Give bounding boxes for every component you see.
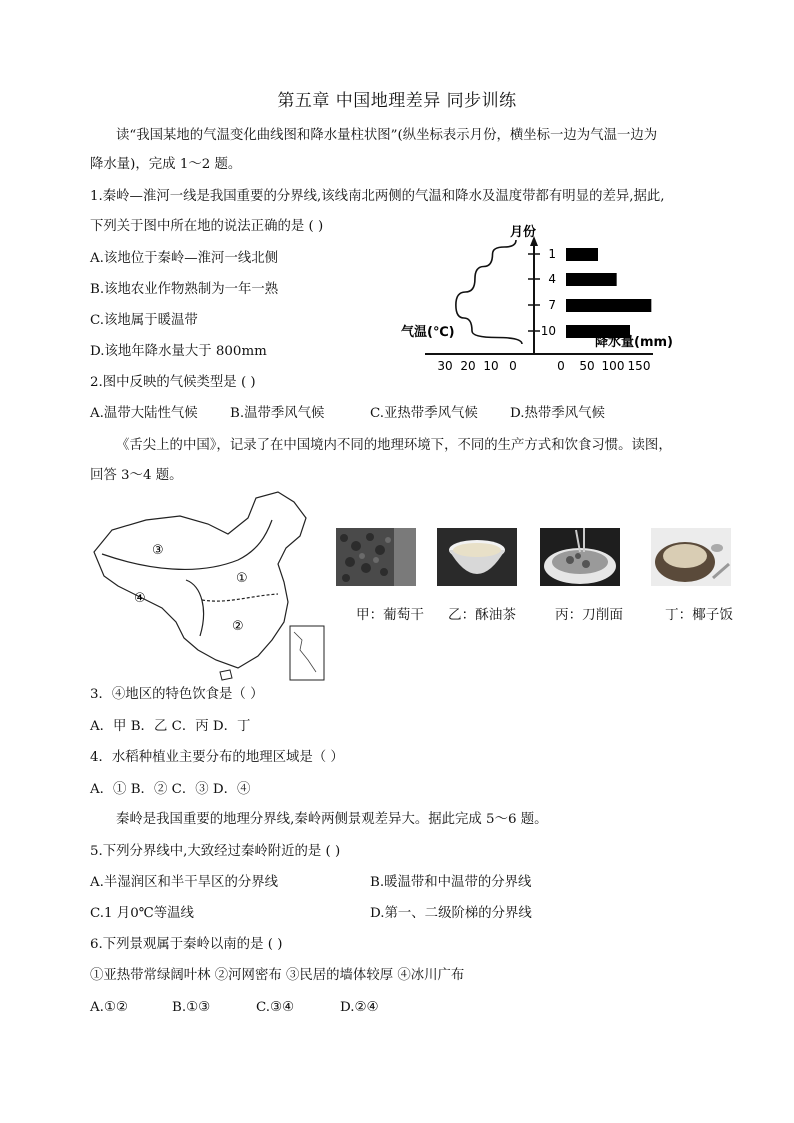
q1-stem-line-1: 1.秦岭—淮河一线是我国重要的分界线,该线南北两侧的气温和降水及温度带都有明显的差异,据此, xyxy=(90,189,665,204)
china-region-map xyxy=(88,490,328,685)
q4-options: A．① B．② C．③ D．④ xyxy=(90,782,251,797)
intro-line-2: 降水量)，完成 1～2 题。 xyxy=(90,157,242,172)
q1-option-b: B.该地农业作物熟制为一年一熟 xyxy=(90,282,279,297)
chart-right-xlabel: 降水量(mm) xyxy=(595,335,673,350)
q2-option-c: C.亚热带季风气候 xyxy=(370,406,478,421)
q1-stem-line-2: 下列关于图中所在地的说法正确的是 ( ) xyxy=(90,219,324,234)
q1-option-a: A.该地位于秦岭—淮河一线北侧 xyxy=(90,251,279,266)
chart-left-xlabel: 气温(℃) xyxy=(401,325,455,340)
page-title: 第五章 中国地理差异 同步训练 xyxy=(277,91,517,111)
photo-sliced-noodles xyxy=(540,528,620,586)
q4-stem: 4．水稻种植业主要分布的地理区域是（ ） xyxy=(90,750,344,765)
month-tick-label: 4 xyxy=(548,272,556,286)
photo-raisins xyxy=(336,528,416,586)
region-boundary-north xyxy=(102,520,272,569)
temperature-curve xyxy=(456,240,522,344)
photo-butter-tea xyxy=(437,528,517,586)
q6-stem: 6.下列景观属于秦岭以南的是 ( ) xyxy=(90,937,283,952)
passage2-line-2: 回答 3～4 题。 xyxy=(90,468,183,483)
precip-tick-label: 0 xyxy=(557,359,565,373)
region-boundary-west xyxy=(186,580,204,636)
q5-option-a: A.半湿润区和半干旱区的分界线 xyxy=(90,875,279,890)
q6-option-c: C.③④ xyxy=(256,1000,295,1015)
map-label-3: ③ xyxy=(152,543,164,558)
q6-option-d: D.②④ xyxy=(340,1000,379,1015)
passage3: 秦岭是我国重要的地理分界线,秦岭两侧景观差异大。据此完成 5～6 题。 xyxy=(116,812,548,827)
temperature-tick-label: 10 xyxy=(483,359,499,373)
q5-option-c: C.1 月0℃等温线 xyxy=(90,906,194,921)
map-label-1: ① xyxy=(236,571,248,586)
month-tick-label: 10 xyxy=(540,324,556,338)
month-tick-label: 1 xyxy=(548,247,556,261)
temperature-tick-label: 0 xyxy=(509,359,517,373)
passage2-line-1: 《舌尖上的中国》，记录了在中国境内不同的地理环境下，不同的生产方式和饮食习惯。读图， xyxy=(116,438,672,453)
food-caption-yi: 乙：酥油茶 xyxy=(448,607,516,623)
temperature-tick-label: 20 xyxy=(460,359,476,373)
q5-stem: 5.下列分界线中,大致经过秦岭附近的是 ( ) xyxy=(90,844,341,859)
precip-bar xyxy=(566,273,617,286)
q5-option-d: D.第一、二级阶梯的分界线 xyxy=(370,906,532,921)
q6-option-b: B.①③ xyxy=(172,1000,211,1015)
qinling-huaihe-line xyxy=(202,594,278,601)
intro-line-1: 读“我国某地的气温变化曲线图和降水量柱状图”(纵坐标表示月份，横坐标一边为气温一边为 xyxy=(116,128,658,143)
hainan-island xyxy=(220,670,232,680)
inset-coastline xyxy=(294,632,316,672)
q2-option-b: B.温带季风气候 xyxy=(230,406,325,421)
precip-tick-label: 100 xyxy=(601,359,625,373)
climate-chart xyxy=(395,218,695,378)
q2-stem: 2.图中反映的气候类型是 ( ) xyxy=(90,375,256,390)
chart-ylabel: 月份 xyxy=(509,225,537,240)
food-caption-ding: 丁：椰子饭 xyxy=(665,607,733,623)
q5-option-b: B.暖温带和中温带的分界线 xyxy=(370,875,532,890)
q3-stem: 3．④地区的特色饮食是（ ） xyxy=(90,687,264,702)
q2-option-d: D.热带季风气候 xyxy=(510,406,605,421)
precip-tick-label: 150 xyxy=(627,359,651,373)
south-china-sea-inset xyxy=(290,626,324,680)
month-tick-label: 7 xyxy=(548,298,556,312)
map-label-2: ② xyxy=(232,619,244,634)
q1-option-c: C.该地属于暖温带 xyxy=(90,313,198,328)
q3-options: A．甲 B．乙 C．丙 D．丁 xyxy=(90,719,251,734)
precip-bar xyxy=(566,299,651,312)
food-caption-jia: 甲：葡萄干 xyxy=(356,607,424,623)
q2-option-a: A.温带大陆性气候 xyxy=(90,406,198,421)
food-caption-bing: 丙：刀削面 xyxy=(555,607,623,623)
q6-option-a: A.①② xyxy=(90,1000,128,1015)
q6-items: ①亚热带常绿阔叶林 ②河网密布 ③民居的墙体较厚 ④冰川广布 xyxy=(90,968,465,983)
precip-bar xyxy=(566,248,598,261)
photo-coconut-rice xyxy=(651,528,731,586)
q1-option-d: D.该地年降水量大于 800mm xyxy=(90,344,267,359)
temperature-tick-label: 30 xyxy=(437,359,453,373)
map-label-4: ④ xyxy=(134,591,146,606)
china-outline xyxy=(94,492,306,668)
precip-tick-label: 50 xyxy=(579,359,595,373)
